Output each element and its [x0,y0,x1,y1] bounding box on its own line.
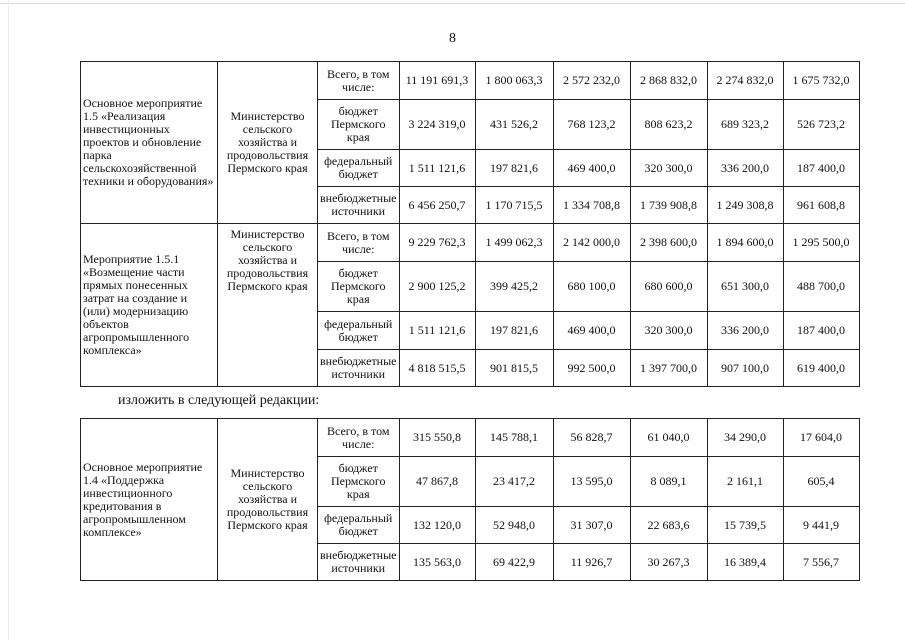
amount-cell: 488 700,0 [783,262,859,312]
funding-source-label: Всего, в том числе: [318,224,400,262]
amount-cell: 2 868 832,0 [630,62,707,100]
amount-cell: 1 800 063,3 [475,62,553,100]
amount-cell: 2 274 832,0 [707,62,783,100]
amount-cell: 6 456 250,7 [399,187,475,224]
amount-cell: 135 563,0 [399,544,475,581]
amount-cell: 315 550,8 [399,419,475,457]
funding-source-label: бюджет Пермского края [318,100,400,150]
amount-cell: 61 040,0 [630,419,707,457]
amount-cell: 2 900 125,2 [399,262,475,312]
amount-cell: 11 191 691,3 [399,62,475,100]
amount-cell: 132 120,0 [399,507,475,544]
responsible-org-cell: Министерство сельского хозяйства и продовольствия Пермского края [218,419,318,581]
amount-cell: 69 422,9 [475,544,553,581]
amount-cell: 7 556,7 [783,544,859,581]
amount-cell: 17 604,0 [783,419,859,457]
amount-cell: 197 821,6 [475,312,553,350]
amount-cell: 2 572 232,0 [553,62,630,100]
amount-cell: 320 300,0 [630,312,707,350]
amount-cell: 469 400,0 [553,150,630,187]
amount-cell: 907 100,0 [707,350,783,387]
amount-cell: 22 683,6 [630,507,707,544]
table-row [81,224,860,262]
amount-cell: 992 500,0 [553,350,630,387]
amount-cell: 11 926,7 [553,544,630,581]
funding-source-label: Всего, в том числе: [318,62,400,100]
amount-cell: 1 511 121,6 [399,150,475,187]
responsible-org-cell: Министерство сельского хозяйства и продовольствия Пермского края [218,62,318,224]
amount-cell: 34 290,0 [707,419,783,457]
amount-cell: 680 600,0 [630,262,707,312]
amount-cell: 1 249 308,8 [707,187,783,224]
amount-cell: 689 323,2 [707,100,783,150]
amount-cell: 2 142 000,0 [553,224,630,262]
amount-cell: 187 400,0 [783,312,859,350]
amount-cell: 1 499 062,3 [475,224,553,262]
funding-source-label: федеральный бюджет [318,507,400,544]
amount-cell: 3 224 319,0 [399,100,475,150]
amount-cell: 16 389,4 [707,544,783,581]
amount-cell: 526 723,2 [783,100,859,150]
amount-cell: 9 441,9 [783,507,859,544]
amount-cell: 2 398 600,0 [630,224,707,262]
measure-name-cell: Основное мероприятие 1.4 «Поддержка инвестиционного кредитования в агропромышленном комплексе» [81,419,218,581]
amount-cell: 605,4 [783,457,859,507]
scan-edge-left [8,0,9,640]
amount-cell: 1 894 600,0 [707,224,783,262]
amount-cell: 1 334 708,8 [553,187,630,224]
funding-source-label: бюджет Пермского края [318,457,400,507]
amount-cell: 651 300,0 [707,262,783,312]
page-number: 8 [449,31,456,46]
amount-cell: 336 200,0 [707,150,783,187]
amount-cell: 901 815,5 [475,350,553,387]
amount-cell: 961 608,8 [783,187,859,224]
measure-name-cell: Мероприятие 1.5.1 «Возмещение части прямых понесенных затрат на создание и (или) модернизацию объектов агропромышленного комплекса» [81,224,218,387]
amount-cell: 320 300,0 [630,150,707,187]
table-row [81,419,860,457]
amount-cell: 680 100,0 [553,262,630,312]
measure-name-cell: Основное мероприятие 1.5 «Реализация инвестиционных проектов и обновление парка сельскохозяйственной техники и оборудования» [81,62,218,224]
funding-source-label: федеральный бюджет [318,150,400,187]
amount-cell: 47 867,8 [399,457,475,507]
funding-source-label: Всего, в том числе: [318,419,400,457]
amendment-phrase: изложить в следующей редакции: [118,393,320,408]
amount-cell: 808 623,2 [630,100,707,150]
amount-cell: 336 200,0 [707,312,783,350]
amount-cell: 619 400,0 [783,350,859,387]
funding-source-label: внебюджетные источники [318,350,400,387]
amount-cell: 52 948,0 [475,507,553,544]
amount-cell: 469 400,0 [553,312,630,350]
funding-table-current [80,61,860,387]
amount-cell: 1 295 500,0 [783,224,859,262]
funding-table-new [80,418,860,581]
responsible-org-cell: Министерство сельского хозяйства и продовольствия Пермского края [218,224,318,387]
amount-cell: 4 818 515,5 [399,350,475,387]
amount-cell: 9 229 762,3 [399,224,475,262]
amount-cell: 56 828,7 [553,419,630,457]
amount-cell: 23 417,2 [475,457,553,507]
amount-cell: 2 161,1 [707,457,783,507]
funding-source-label: федеральный бюджет [318,312,400,350]
amount-cell: 1 397 700,0 [630,350,707,387]
amount-cell: 768 123,2 [553,100,630,150]
scan-edge-top [0,3,905,4]
amount-cell: 13 595,0 [553,457,630,507]
amount-cell: 145 788,1 [475,419,553,457]
funding-source-label: бюджет Пермского края [318,262,400,312]
amount-cell: 1 675 732,0 [783,62,859,100]
amount-cell: 1 511 121,6 [399,312,475,350]
amount-cell: 1 739 908,8 [630,187,707,224]
amount-cell: 31 307,0 [553,507,630,544]
amount-cell: 15 739,5 [707,507,783,544]
amount-cell: 30 267,3 [630,544,707,581]
table-row [81,62,860,100]
amount-cell: 197 821,6 [475,150,553,187]
funding-source-label: внебюджетные источники [318,187,400,224]
amount-cell: 431 526,2 [475,100,553,150]
amount-cell: 399 425,2 [475,262,553,312]
funding-source-label: внебюджетные источники [318,544,400,581]
amount-cell: 8 089,1 [630,457,707,507]
amount-cell: 1 170 715,5 [475,187,553,224]
amount-cell: 187 400,0 [783,150,859,187]
